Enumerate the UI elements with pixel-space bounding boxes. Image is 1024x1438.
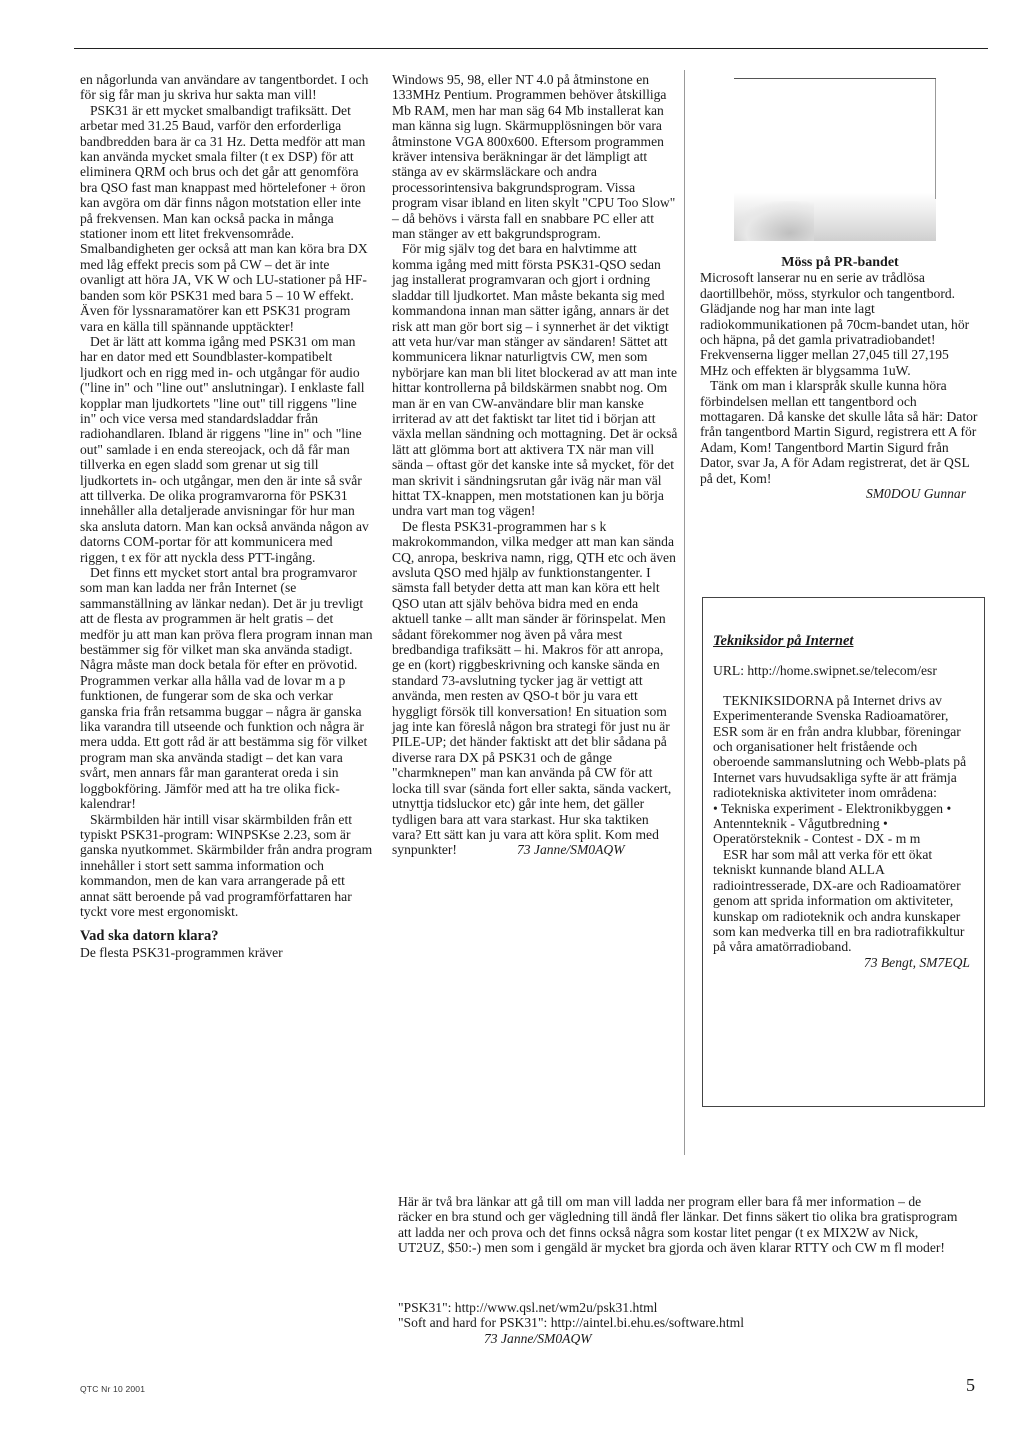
- issue-label: QTC Nr 10 2001: [80, 1384, 146, 1394]
- paragraph: Microsoft lanserar nu en serie av trådlösa daortillbehör, möss, styrkulor och tangentbord. Glädjande nog har man inte lagt radiokommunikationen på 70cm-bandet utan, hör och häpna, på det gamla privatradiobandet! Frekvenserna ligger mellan 27,045 till 27,195 MHz och effekten är blygsamma 1uW.: [700, 270, 970, 378]
- author-signature: 73 Bengt, SM7EQL: [863, 954, 970, 970]
- info-box: [702, 597, 985, 1107]
- section-heading: Vad ska datorn klara?: [80, 928, 219, 945]
- author-signature: 73 Janne/SM0AQW: [516, 842, 625, 858]
- paragraph-text: De flesta PSK31-programmen har s k makrokommandon, vilka medger att man kan sända CQ, anropa, beskriva namn, rigg, QTH etc och även avsluta QSO med hjälp av funktionstangenter. I sämsta fall betyder detta att man kan köra ett helt QSO utan att själv behöva bidra med en enda aktuell tanke – allt man sänder är förinspelat. Men sådant förekommer nog även på våra mest bredbandiga trafiksätt – hi. Makros för att anropa, ge en (kort) riggbeskrivning och kanske sända en standard 73-avslutning tycker jag är vettigt att använda, men resten av QSO-t bör ju vara ett hyggligt försök till konversation! En situation som jag inte kan föreslå någon bra strategi för just nu är PILE-UP; det händer faktiskt att det blir sådana på diverse rara DX på PSK31 och de gånge "charmknepen" man kan använda på CW för att locka till svar (sända fort eller sakta, sända vackert, utnyttja tidsluckor etc) går inte hem, det gäller tydligen bara att vara starkast. Hur ska taktiken vara? Ett sätt kan ju vara att köra split. Kom med synpunkter!: [392, 518, 676, 858]
- paragraph: De flesta PSK31-programmen kräver: [80, 944, 283, 960]
- paragraph: Det finns ett mycket stort antal bra programvaror som man kan ladda ner från Internet (se sammanställning av länkar nedan). Det är ju trevligt att de flesta av programmen är helt gratis – det medför ju att man kan pröva flera program innan man bestämmer sig för vilket man ska använda stadigt. Några måste man dock betala för efter en prövotid. Programmen verkar alla hålla vad de lovar m a p funktionen, de fungerar som de ska och verkar ganska fria från retsamma buggar – några är ganska lika varandra till utseende och funktion och några är mera udda. Ett gott råd är att bestämma sig för vilket program man ska använda stadigt – det kan vara svårt, men annars får man garanterat oreda i sin loggbokföring. Jämför med att ha tre olika fick-kalendrar!: [80, 565, 373, 812]
- paragraph: För mig själv tog det bara en halvtimme att komma igång med mitt första PSK31-QSO sedan jag installerat programvaran och gjort i ordning sladdar till ljudkortet. Man måste bekanta sig med kommandona innan man sätter igång, annars är det risk att man gör bort sig – i synnerhet är det viktigt att veta hur/var man stänger av sändaren! Sättet att kommunicera liknar naturligtvis CW, men som nybörjare kan man bli litet blockerad av att man inte hittar kontrollerna på bildskärmen snabbt nog. Om man är en van CW-användare blir man kanske irriterad av att det faktiskt tar litet tid i början att växla mellan sändning och mottagning. Det är också lätt att glömma bort att aktivera TX när man vill sända – oftast gör det kanske inte så mycket, för det man skrivit i sändningsrutan går iväg när man väl hittat TX-knappen, men motstationen kan ju börja undra vart man tog vägen!: [392, 241, 678, 519]
- spacer: [713, 679, 974, 693]
- link-psk31[interactable]: "PSK31": http://www.qsl.net/wm2u/psk31.html: [398, 1300, 658, 1315]
- box-bullets: • Tekniska experiment - Elektronikbyggen • Antennteknik - Vågutbredning • Operatörsteknik - Contest - DX - m m: [713, 800, 952, 847]
- paragraph: [392, 519, 678, 858]
- column-right: [700, 255, 980, 502]
- photo-edge: [935, 79, 936, 199]
- paragraph: Tänk om man i klarspråk skulle kunna höra förbindelsen mellan ett tangentbord och mottagaren. Då kanske det skulle låta så här: Dator från tangentbord Martin Sigurd, registrera ett A för Adam, Kom! Tangentbord Martin Sigurd från Dator, svar Ja, A för Adam registrerat, det är QSL på det, Kom!: [700, 378, 978, 486]
- photo-shadow: [734, 201, 814, 241]
- box-title: Tekniksidor på Internet: [713, 633, 854, 649]
- links-intro: [398, 1194, 958, 1256]
- article-heading: Möss på PR-bandet: [781, 255, 899, 270]
- column-middle: [392, 72, 678, 858]
- author-signature: 73 Janne/SM0AQW: [484, 1330, 592, 1346]
- link-soft-hard[interactable]: "Soft and hard for PSK31": http://aintel.bi.ehu.es/software.html: [398, 1315, 744, 1331]
- author-signature: SM0DOU Gunnar: [865, 486, 966, 502]
- column-divider: [684, 70, 685, 1155]
- paragraph: Windows 95, 98, eller NT 4.0 på åtminstone en 133MHz Pentium. Programmen behöver åtskilliga Mb RAM, men har man säg 64 Mb installerat kan man känna sig lugn. Skärmupplösningen bör vara åtminstone VGA 800x600. Eftersom programmen kräver intensiva beräkningar är det lämpligt att stänga av ev skärmsläckare och andra processorintensiva bakgrundsprogram. Vissa program visar ibland en liten skylt "CPU Too Slow" – då behövs i värsta fall en snabbare PC eller att man stänger av ett bakgrundsprogram.: [392, 72, 676, 242]
- paragraph: Det är lätt att komma igång med PSK31 om man har en dator med ett Soundblaster-kompatibelt ljudkort och en rigg med in- och utgångar för audio ("line in" och "line out" anslutningar). I enklaste fall kopplar man ljudkortets "line out" till riggens "line in" och vice versa med standardsladdar från radiohandlaren. Ibland är riggens "line in" och "line out" samlade i en enda stereojack, och då får man tillverka en egen sladd som grenar ut sig till ljudkortets in- och utgångar, men den är inte så svår att tillverka. De olika programvarorna för PSK31 innehåller alla detaljerade anvisningar för hur man ska ansluta datorn. Man kan också använda någon av datorns COM-portar för att kommunicera med riggen, t ex för att nyckla dess PTT-ingång.: [80, 333, 369, 565]
- paragraph: Skärmbilden här intill visar skärmbilden från ett typiskt PSK31-program: WINPSKse 2.23, som är ganska nyutkommet. Skärmbilder från andra program innehåller i stort sett samma information och kommandon, men de kan vara arrangerade på ett annat sätt beroende på vad programförfattaren har tyckt vore mest ergonomiskt.: [80, 811, 373, 919]
- box-paragraph: ESR har som mål att verka för ett ökat tekniskt kunnande bland ALLA radiointresserade, DX-are och Radioamatörer genom att sprida information om aktiviteter, kunskap om radioteknik och andra kunskaper som kan medverka till en bra radiotrafikkultur på våra amatörradioband.: [713, 846, 965, 955]
- links-list: [398, 1300, 958, 1346]
- top-rule: [74, 48, 988, 49]
- box-url: URL: http://home.swipnet.se/telecom/esr: [713, 663, 937, 679]
- mouse-photo: [734, 78, 936, 241]
- page-number: 5: [966, 1375, 975, 1395]
- paragraph: PSK31 är ett mycket smalbandigt trafiksätt. Det arbetar med 31.25 Baud, varför den erforderliga bandbredden bara är ca 31 Hz. Detta medför att man kan använda mycket smala filter (t ex DSP) för att eliminera QRM och brus och det går att genomföra bra QSO fast man knappast med hörtelefoner + öron kan avgöra om där finns någon motstation eller inte på frekvensen. Man kan också packa in många stationer inom ett litet frekvensområde. Smalbandigheten ger också att man kan köra bra DX med låg effekt precis som på CW – det är inte ovanligt att höra JA, VK W och LU-stationer på HF-banden som kör PSK31 med bara 5 – 10 W effekt. Även för lyssnaramatörer kan ett PSK31 program vara en källa till spännande upptäckter!: [80, 102, 368, 334]
- box-paragraph: TEKNIKSIDORNA på Internet drivs av Experimenterande Svenska Radioamatörer, ESR som är en från andra klubbar, föreningar och organisationer helt fristående och oberoende sammanslutning och Webb-plats på Internet vars huvudsakliga syfte är att främja radiotekniska aktiviteter inom områdena:: [713, 692, 967, 801]
- paragraph: en någorlunda van användare av tangentbordet. I och för sig får man ju skriva hur sakta man vill!: [80, 72, 369, 103]
- paragraph: Här är två bra länkar att gå till om man vill ladda ner program eller bara få mer information – de räcker en bra stund och ger vägledning till ändå fler länkar. Det finns säkert tio olika bra gratisprogram att ladda ner och prova och det finns också några som kostar litet pengar (t ex MIX2W av Nick, UT2UZ, $50:-) men som i gengäld är mycket bra gjorda och även klarar RTTY och CW m fl moder!: [398, 1194, 958, 1256]
- column-left: [80, 72, 374, 960]
